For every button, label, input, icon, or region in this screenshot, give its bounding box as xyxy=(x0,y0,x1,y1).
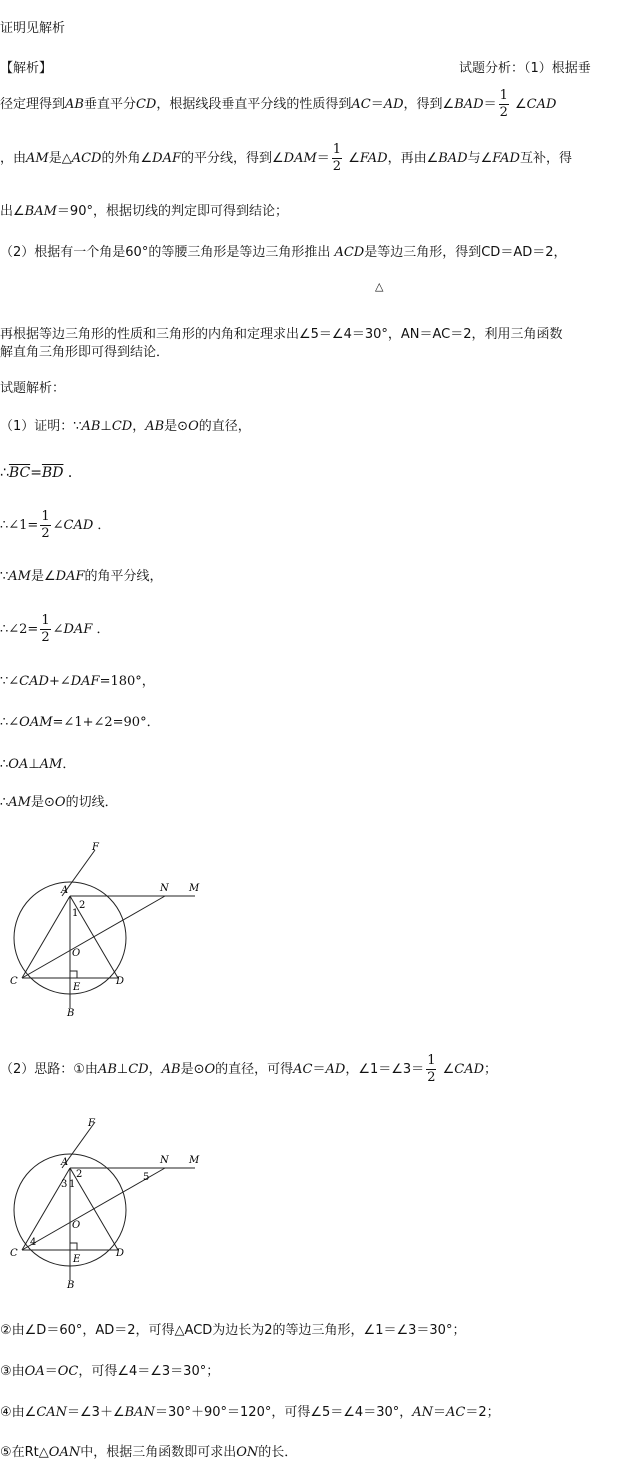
solution-step-9: ∴AM是⊙O的切线． xyxy=(0,795,118,810)
answer-title: 证明见解析 xyxy=(0,21,66,36)
triangle-symbol: △ xyxy=(375,280,384,293)
fraction-half: $\frac{1}{2}$ xyxy=(427,1053,436,1085)
fraction-half: $\frac{1}{2}$ xyxy=(41,509,50,541)
label-M: M xyxy=(189,883,200,894)
solution-step-3: ∴∠1= $\frac{1}{2}$ ∠CAD ． xyxy=(0,509,111,541)
label-F: F xyxy=(88,1118,95,1129)
label-A: A xyxy=(61,1157,69,1168)
label-O: O xyxy=(72,1220,81,1231)
fraction-half: $\frac{1}{2}$ xyxy=(499,88,508,120)
analysis-line-5: 再根据等边三角形的性质和三角形的内角和定理求出∠5＝∠4＝30°，AN＝AC＝2，利用三角函数 xyxy=(0,327,563,342)
label-angle-1: 1 xyxy=(69,1179,76,1190)
label-angle-2: 2 xyxy=(79,900,86,911)
solution-step-5: ∴∠2= $\frac{1}{2}$ ∠DAF ． xyxy=(0,613,110,645)
analysis-tag: 【解析】 xyxy=(0,61,53,76)
analysis-line-4: （2）根据有一个角是60°的等腰三角形是等边三角形推出 ACD是等边三角形，得到CD＝AD＝2， xyxy=(0,245,567,260)
analysis-line-2: ，由AM是△ACD的外角∠DAF的平分线，得到∠DAM＝ $\frac{1}{2}$ ∠FAD，再由∠BAD与∠FAD互补，得 xyxy=(0,142,572,174)
label-angle-5: 5 xyxy=(143,1172,150,1183)
label-F: F xyxy=(92,842,99,853)
part2-step-1: （2）思路：①由AB⊥CD，AB是⊙O的直径，可得AC＝AD，∠1＝∠3＝ $\frac{1}{2}$ ∠CAD； xyxy=(0,1053,498,1085)
analysis-line-1: 径定理得到AB垂直平分CD，根据线段垂直平分线的性质得到AC＝AD，得到∠BAD＝ $\frac{1}{2}$ ∠CAD xyxy=(0,88,557,120)
label-A: A xyxy=(61,885,69,896)
label-O: O xyxy=(72,948,81,959)
analysis-line-6: 解直角三角形即可得到结论． xyxy=(0,345,170,360)
solution-step-8: ∴OA⊥AM． xyxy=(0,757,76,772)
solution-heading: 试题解析： xyxy=(0,381,66,396)
fraction-half: $\frac{1}{2}$ xyxy=(332,142,342,174)
geometry-figure-2 xyxy=(0,1110,215,1300)
part2-step-4: ④由∠CAN＝∠3＋∠BAN＝30°＋90°＝120°，可得∠5＝∠4＝30°，AN＝AC＝2； xyxy=(0,1405,500,1420)
label-C: C xyxy=(10,976,18,987)
solution-step-7: ∴∠OAM=∠1+∠2=90°． xyxy=(0,715,160,730)
label-B: B xyxy=(67,1280,75,1291)
geometry-figure-1 xyxy=(0,838,215,1028)
label-D: D xyxy=(116,976,125,987)
label-angle-1: 1 xyxy=(72,908,79,919)
label-E: E xyxy=(73,982,81,993)
label-angle-3: 3 xyxy=(61,1179,68,1190)
label-C: C xyxy=(10,1248,18,1259)
part2-step-5: ⑤在Rt△OAN中，根据三角函数即可求出ON的长． xyxy=(0,1445,298,1460)
label-D: D xyxy=(116,1248,125,1259)
analysis-intro: 试题分析：（1）根据垂 xyxy=(459,61,591,76)
label-B: B xyxy=(67,1008,75,1019)
solution-step-6: ∵∠CAD+∠DAF=180°， xyxy=(0,674,155,689)
label-angle-4: 4 xyxy=(30,1237,37,1248)
part2-step-3: ③由OA＝OC，可得∠4＝∠3＝30°； xyxy=(0,1364,220,1379)
label-angle-2: 2 xyxy=(76,1169,83,1180)
solution-step-2: $\therefore\overline{BC}=\overline{BD}$ ． xyxy=(0,465,82,481)
label-N: N xyxy=(160,1155,169,1166)
solution-step-4: ∵AM是∠DAF的角平分线， xyxy=(0,569,163,584)
label-M: M xyxy=(189,1155,200,1166)
solution-step-1: （1）证明：∵AB⊥CD，AB是⊙O的直径， xyxy=(0,419,251,434)
label-E: E xyxy=(73,1254,81,1265)
analysis-line-3: 出∠BAM＝90°，根据切线的判定即可得到结论； xyxy=(0,204,288,219)
part2-step-2: ②由∠D＝60°，AD＝2，可得△ACD为边长为2的等边三角形，∠1＝∠3＝30°； xyxy=(0,1323,466,1338)
fraction-half: $\frac{1}{2}$ xyxy=(41,613,50,645)
label-N: N xyxy=(160,883,169,894)
